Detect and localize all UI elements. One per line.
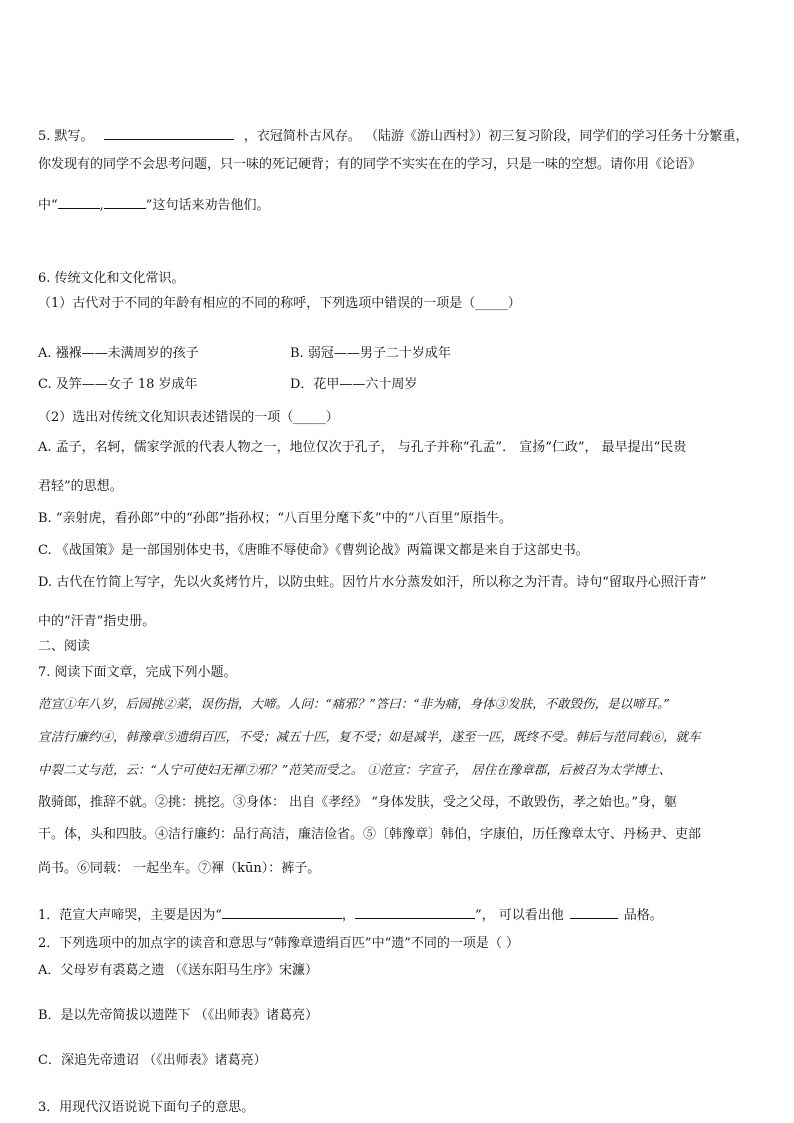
sub-question-2-option-b[interactable]: B．是以先帝简拔以遗陛下 （《出师表》诸葛亮） <box>38 1008 319 1023</box>
q6-option-b[interactable]: B. 弱冠——男子二十岁成年 <box>290 346 451 361</box>
q7-passage-line3: 中裂二丈与范，云：“人宁可使妇无褌⑦邪？”范笑而受之。 ①范宣：字宣子， 居住在豫章郡，后被召为太学博士、 <box>38 762 672 777</box>
sub-question-1 <box>38 906 663 924</box>
q6-sub2-option-a-line2: 君轻”的思想。 <box>38 479 123 494</box>
q6-sub2-option-d-line1[interactable]: D. 古代在竹简上写字，先以火炙烤竹片，以防虫蛀。因竹片水分蒸发如汗，所以称之为汗青。诗句“留取丹心照汗青” <box>38 575 707 590</box>
sub-question-3: 3．用现代汉语说说下面句子的意思。 <box>38 1100 255 1115</box>
q6-option-d[interactable]: D．花甲——六十周岁 <box>290 377 418 392</box>
q6-sub1: （1）古代对于不同的年龄有相应的不同的称呼，下列选项中错误的一项是（_____） <box>38 296 521 311</box>
q5-line3 <box>38 196 269 214</box>
section-heading: 二、阅读 <box>38 639 91 654</box>
q5-answer-blank-1[interactable] <box>104 127 234 140</box>
q7-passage-line2: 宣洁行廉约④，韩豫章⑤遗绢百匹，不受；减五十匹，复不受；如是减半，遂至一匹，既终不受。韩后与范同载⑥，就车 <box>38 729 701 744</box>
q5-line3-sep: , <box>99 198 104 213</box>
q6-sub2-option-a-line1[interactable]: A. 孟子，名轲，儒家学派的代表人物之一，地位仅次于孔子， 与孔子并称“孔孟”． 宣扬“仁政”， 最早提出“民贵 <box>38 440 687 455</box>
sub-question-1-mid: ， <box>341 908 355 923</box>
q5-line2: 你发现有的同学不会思考问题，只一味的死记硬背；有的同学不实实在在的学习，只是一味的空想。请你用《论语》 <box>38 157 702 172</box>
q6-sub2: （2）选出对传统文化知识表述错误的一项（_____） <box>38 410 339 425</box>
q7-note-line1: 散骑郎，推辞不就。②挑：挑挖。③身体： 出自《孝经》 “身体发肤，受之父母，不敢毁伤，孝之始也。”身，躯 <box>38 795 678 810</box>
q6-sub2-option-b[interactable]: B. “亲射虎，看孙郎”中的“孙郎”指孙权；“八百里分麾下炙”中的“八百里”原指牛。 <box>38 511 512 526</box>
q5-answer-blank-2[interactable] <box>58 196 100 209</box>
q6-sub2-option-c[interactable]: C. 《战国策》是一部国别体史书，《唐睢不辱使命》《曹刿论战》两篇课文都是来自于这部史书。 <box>38 543 589 558</box>
q6-title: 6. 传统文化和文化常识。 <box>38 271 185 286</box>
sub-question-1-blank-2[interactable] <box>355 906 475 919</box>
q6-sub2-option-d-line2: 中的“汗青”指史册。 <box>38 614 156 629</box>
q5-line1-text: ，衣冠简朴古风存。 （陆游《游山西村》）初三复习阶段，同学们的学习任务十分繁重， <box>243 129 749 144</box>
sub-question-1-blank-1[interactable] <box>222 906 342 919</box>
q5-line3-prefix: 中“ <box>38 198 58 213</box>
sub-question-1-blank-3[interactable] <box>570 906 618 919</box>
q5-answer-blank-3[interactable] <box>104 196 146 209</box>
sub-question-1-prefix: 1．范宣大声啼哭，主要是因为“ <box>38 908 222 923</box>
sub-question-2-option-a[interactable]: A．父母岁有裘葛之遗 （《送东阳马生序》宋濂） <box>38 963 319 978</box>
q5-line3-suffix: ”这句话来劝告他们。 <box>145 198 270 213</box>
sub-question-1-close: ”， 可以看出他 <box>474 908 564 923</box>
q7-note-line3: 尚书。⑥同载： 一起坐车。⑦褌（kūn）：裤子。 <box>38 861 321 876</box>
sub-question-2: 2．下列选项中的加点字的读音和意思与“韩豫章遗绢百匹”中“遗”不同的一项是（ ） <box>38 936 519 951</box>
q5-label: 5. 默写。 <box>38 129 94 144</box>
q6-option-c[interactable]: C. 及笄——女子 18 岁成年 <box>38 377 198 392</box>
q5-line1 <box>38 127 748 145</box>
q7-note-line2: 干。体，头和四肢。④洁行廉约：品行高洁，廉洁俭省。⑤〔韩豫章〕韩伯，字康伯，历任豫章太守、丹杨尹、吏部 <box>38 827 702 842</box>
q6-option-a[interactable]: A. 襁褓——未满周岁的孩子 <box>38 346 199 361</box>
sub-question-1-suffix: 品格。 <box>623 908 663 923</box>
q7-passage-line1: 范宣①年八岁，后园挑②菜，误伤指，大啼。人问：“痛邪？”答曰：“非为痛，身体③发肤，不敢毁伤，是以啼耳。” <box>38 696 670 711</box>
q7-title: 7. 阅读下面文章，完成下列小题。 <box>38 665 237 680</box>
sub-question-2-option-c[interactable]: C．深追先帝遗诏 （《出师表》诸葛亮） <box>38 1053 267 1068</box>
